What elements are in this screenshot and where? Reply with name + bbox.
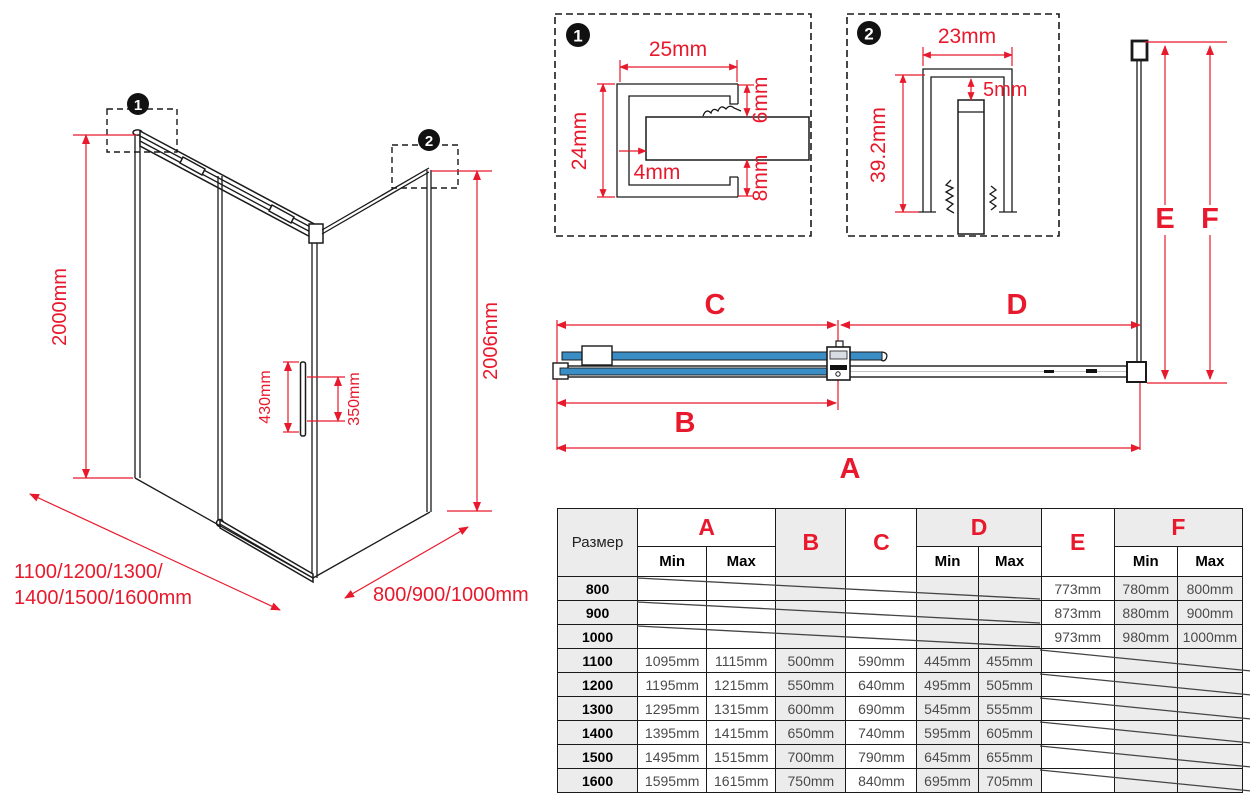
cell-a-min (638, 577, 707, 601)
dim-height-front: 2000mm (49, 268, 71, 346)
callout-1-number: 1 (133, 97, 143, 114)
cell-f-max (1177, 769, 1242, 793)
cell-c: 640mm (846, 673, 917, 697)
plan-view (550, 280, 1250, 500)
detail-2-number: 2 (864, 24, 874, 44)
cell-c: 740mm (846, 721, 917, 745)
header-f-min: Min (1114, 547, 1177, 577)
wall-profile-top (1132, 41, 1147, 60)
cell-size: 1300 (558, 697, 638, 721)
cell-d-min (917, 577, 978, 601)
cell-b: 650mm (776, 721, 846, 745)
cell-d-max: 705mm (978, 769, 1041, 793)
door-bracket (582, 346, 612, 365)
cell-a-min: 1395mm (638, 721, 707, 745)
cell-f-max (1177, 673, 1242, 697)
cell-a-max (707, 601, 776, 625)
isometric-view (0, 0, 550, 650)
cell-c (846, 625, 917, 649)
cell-f-min (1114, 745, 1177, 769)
cell-c: 690mm (846, 697, 917, 721)
table-row (558, 697, 1243, 721)
cell-f-max: 800mm (1177, 577, 1242, 601)
spring-clip-left (946, 180, 954, 213)
detail-1-number: 1 (573, 26, 583, 46)
detail-1-dim-height: 24mm (568, 111, 591, 171)
glass-edge (646, 117, 809, 160)
front-widths-line2: 1400/1500/1600mm (14, 587, 192, 609)
cell-a-min: 1295mm (638, 697, 707, 721)
dim-label-a: A (839, 453, 861, 485)
cell-b (776, 625, 846, 649)
cell-a-max (707, 577, 776, 601)
header-size: Размер (558, 509, 638, 577)
cell-a-max: 1515mm (707, 745, 776, 769)
cell-a-min (638, 601, 707, 625)
header-col-e: E (1041, 509, 1114, 577)
cell-a-max: 1115mm (707, 649, 776, 673)
cell-f-max (1177, 649, 1242, 673)
dim-label-d: D (1006, 289, 1028, 321)
cell-e (1041, 697, 1114, 721)
dim-label-f: F (1201, 203, 1219, 235)
detail-2-dim-top-gap: 5mm (983, 79, 1028, 101)
detail-1-dim-top-inset: 6mm (749, 76, 772, 124)
cell-f-min (1114, 769, 1177, 793)
cell-f-max (1177, 721, 1242, 745)
table-row (558, 673, 1243, 697)
cell-f-min: 980mm (1114, 625, 1177, 649)
detail-1-dim-gap: 4mm (633, 161, 681, 184)
cell-b: 550mm (776, 673, 846, 697)
cell-e (1041, 649, 1114, 673)
header-f-max: Max (1177, 547, 1242, 577)
cell-size: 900 (558, 601, 638, 625)
cell-a-min: 1095mm (638, 649, 707, 673)
cell-d-min: 595mm (917, 721, 978, 745)
cell-size: 1500 (558, 745, 638, 769)
detail-1-dim-bottom-inset: 8mm (749, 154, 772, 202)
cell-d-max: 655mm (978, 745, 1041, 769)
cell-e: 973mm (1041, 625, 1114, 649)
size-table-container (557, 508, 1243, 793)
roller-block (827, 341, 850, 380)
header-d-min: Min (917, 547, 978, 577)
cell-size: 1200 (558, 673, 638, 697)
cell-d-min: 495mm (917, 673, 978, 697)
table-row (558, 625, 1243, 649)
cell-a-min: 1195mm (638, 673, 707, 697)
callout-2-box (392, 145, 458, 188)
cell-f-max (1177, 745, 1242, 769)
table-row (558, 721, 1243, 745)
dim-label-c: C (704, 289, 726, 321)
header-col-d: D (917, 509, 1041, 547)
cell-f-max: 900mm (1177, 601, 1242, 625)
table-row (558, 649, 1243, 673)
cell-d-min (917, 601, 978, 625)
cell-f-min (1114, 697, 1177, 721)
cell-d-max: 455mm (978, 649, 1041, 673)
cell-d-max (978, 577, 1041, 601)
cell-f-max: 1000mm (1177, 625, 1242, 649)
cell-b: 500mm (776, 649, 846, 673)
cell-c (846, 601, 917, 625)
cell-b: 600mm (776, 697, 846, 721)
top-rail (140, 131, 318, 241)
cell-c (846, 577, 917, 601)
table-row (558, 577, 1243, 601)
cell-d-max (978, 625, 1041, 649)
cell-d-min: 445mm (917, 649, 978, 673)
cell-b (776, 601, 846, 625)
spring-clip (703, 106, 741, 116)
cell-f-min: 880mm (1114, 601, 1177, 625)
cell-f-min (1114, 673, 1177, 697)
dim-handle-holes: 350mm (346, 372, 363, 426)
glass-edge (958, 100, 984, 234)
detail-2-view (845, 12, 1063, 238)
size-table-body (558, 577, 1243, 793)
header-d-max: Max (978, 547, 1041, 577)
door-assembly-plan (553, 341, 1146, 382)
dim-label-b: B (674, 407, 696, 439)
enclosure-structure (133, 130, 434, 582)
corner-connector (309, 224, 323, 243)
cell-a-min: 1495mm (638, 745, 707, 769)
cell-f-max (1177, 697, 1242, 721)
cell-a-max (707, 625, 776, 649)
callout-2-number: 2 (424, 133, 434, 150)
cell-a-min: 1595mm (638, 769, 707, 793)
header-col-f: F (1114, 509, 1242, 547)
cell-size: 1400 (558, 721, 638, 745)
cell-f-min (1114, 721, 1177, 745)
size-table (557, 508, 1243, 793)
cell-b: 700mm (776, 745, 846, 769)
cell-size: 1600 (558, 769, 638, 793)
cell-a-min (638, 625, 707, 649)
cell-a-max: 1315mm (707, 697, 776, 721)
spring-clip-right (990, 186, 996, 210)
side-widths: 800/900/1000mm (373, 584, 529, 606)
cell-c: 790mm (846, 745, 917, 769)
cell-a-max: 1215mm (707, 673, 776, 697)
cell-b: 750mm (776, 769, 846, 793)
fixed-panel-glass-plan (560, 368, 838, 375)
cell-size: 800 (558, 577, 638, 601)
cell-d-max: 605mm (978, 721, 1041, 745)
cell-a-max: 1615mm (707, 769, 776, 793)
table-row (558, 769, 1243, 793)
table-row (558, 601, 1243, 625)
cell-size: 1000 (558, 625, 638, 649)
cell-a-max: 1415mm (707, 721, 776, 745)
door-handle (301, 362, 306, 436)
cell-d-min (917, 625, 978, 649)
cell-e: 873mm (1041, 601, 1114, 625)
cell-f-min (1114, 649, 1177, 673)
cell-e (1041, 673, 1114, 697)
dim-handle-length: 430mm (257, 370, 274, 424)
corner-block (1127, 362, 1146, 382)
cell-e (1041, 745, 1114, 769)
cell-d-max (978, 601, 1041, 625)
cell-d-min: 695mm (917, 769, 978, 793)
cell-c: 590mm (846, 649, 917, 673)
cell-c: 840mm (846, 769, 917, 793)
cell-f-min: 780mm (1114, 577, 1177, 601)
detail-1-dim-width: 25mm (648, 38, 708, 61)
header-col-a: A (638, 509, 776, 547)
cell-e (1041, 769, 1114, 793)
header-col-b: B (776, 509, 846, 577)
cell-d-max: 505mm (978, 673, 1041, 697)
cell-d-min: 545mm (917, 697, 978, 721)
cell-d-max: 555mm (978, 697, 1041, 721)
detail-2-dim-height: 39.2mm (867, 107, 890, 183)
dim-height-side: 2006mm (480, 302, 502, 380)
dim-label-e: E (1155, 203, 1175, 235)
callout-2 (392, 129, 458, 188)
cell-b (776, 577, 846, 601)
cell-e: 773mm (1041, 577, 1114, 601)
cell-d-min: 645mm (917, 745, 978, 769)
header-a-max: Max (707, 547, 776, 577)
header-a-min: Min (638, 547, 707, 577)
detail-1-view (553, 12, 813, 238)
detail-2-dim-width: 23mm (937, 25, 997, 48)
table-row (558, 745, 1243, 769)
header-col-c: C (846, 509, 917, 577)
cell-size: 1100 (558, 649, 638, 673)
front-widths-line1: 1100/1200/1300/ (14, 561, 163, 583)
cell-e (1041, 721, 1114, 745)
